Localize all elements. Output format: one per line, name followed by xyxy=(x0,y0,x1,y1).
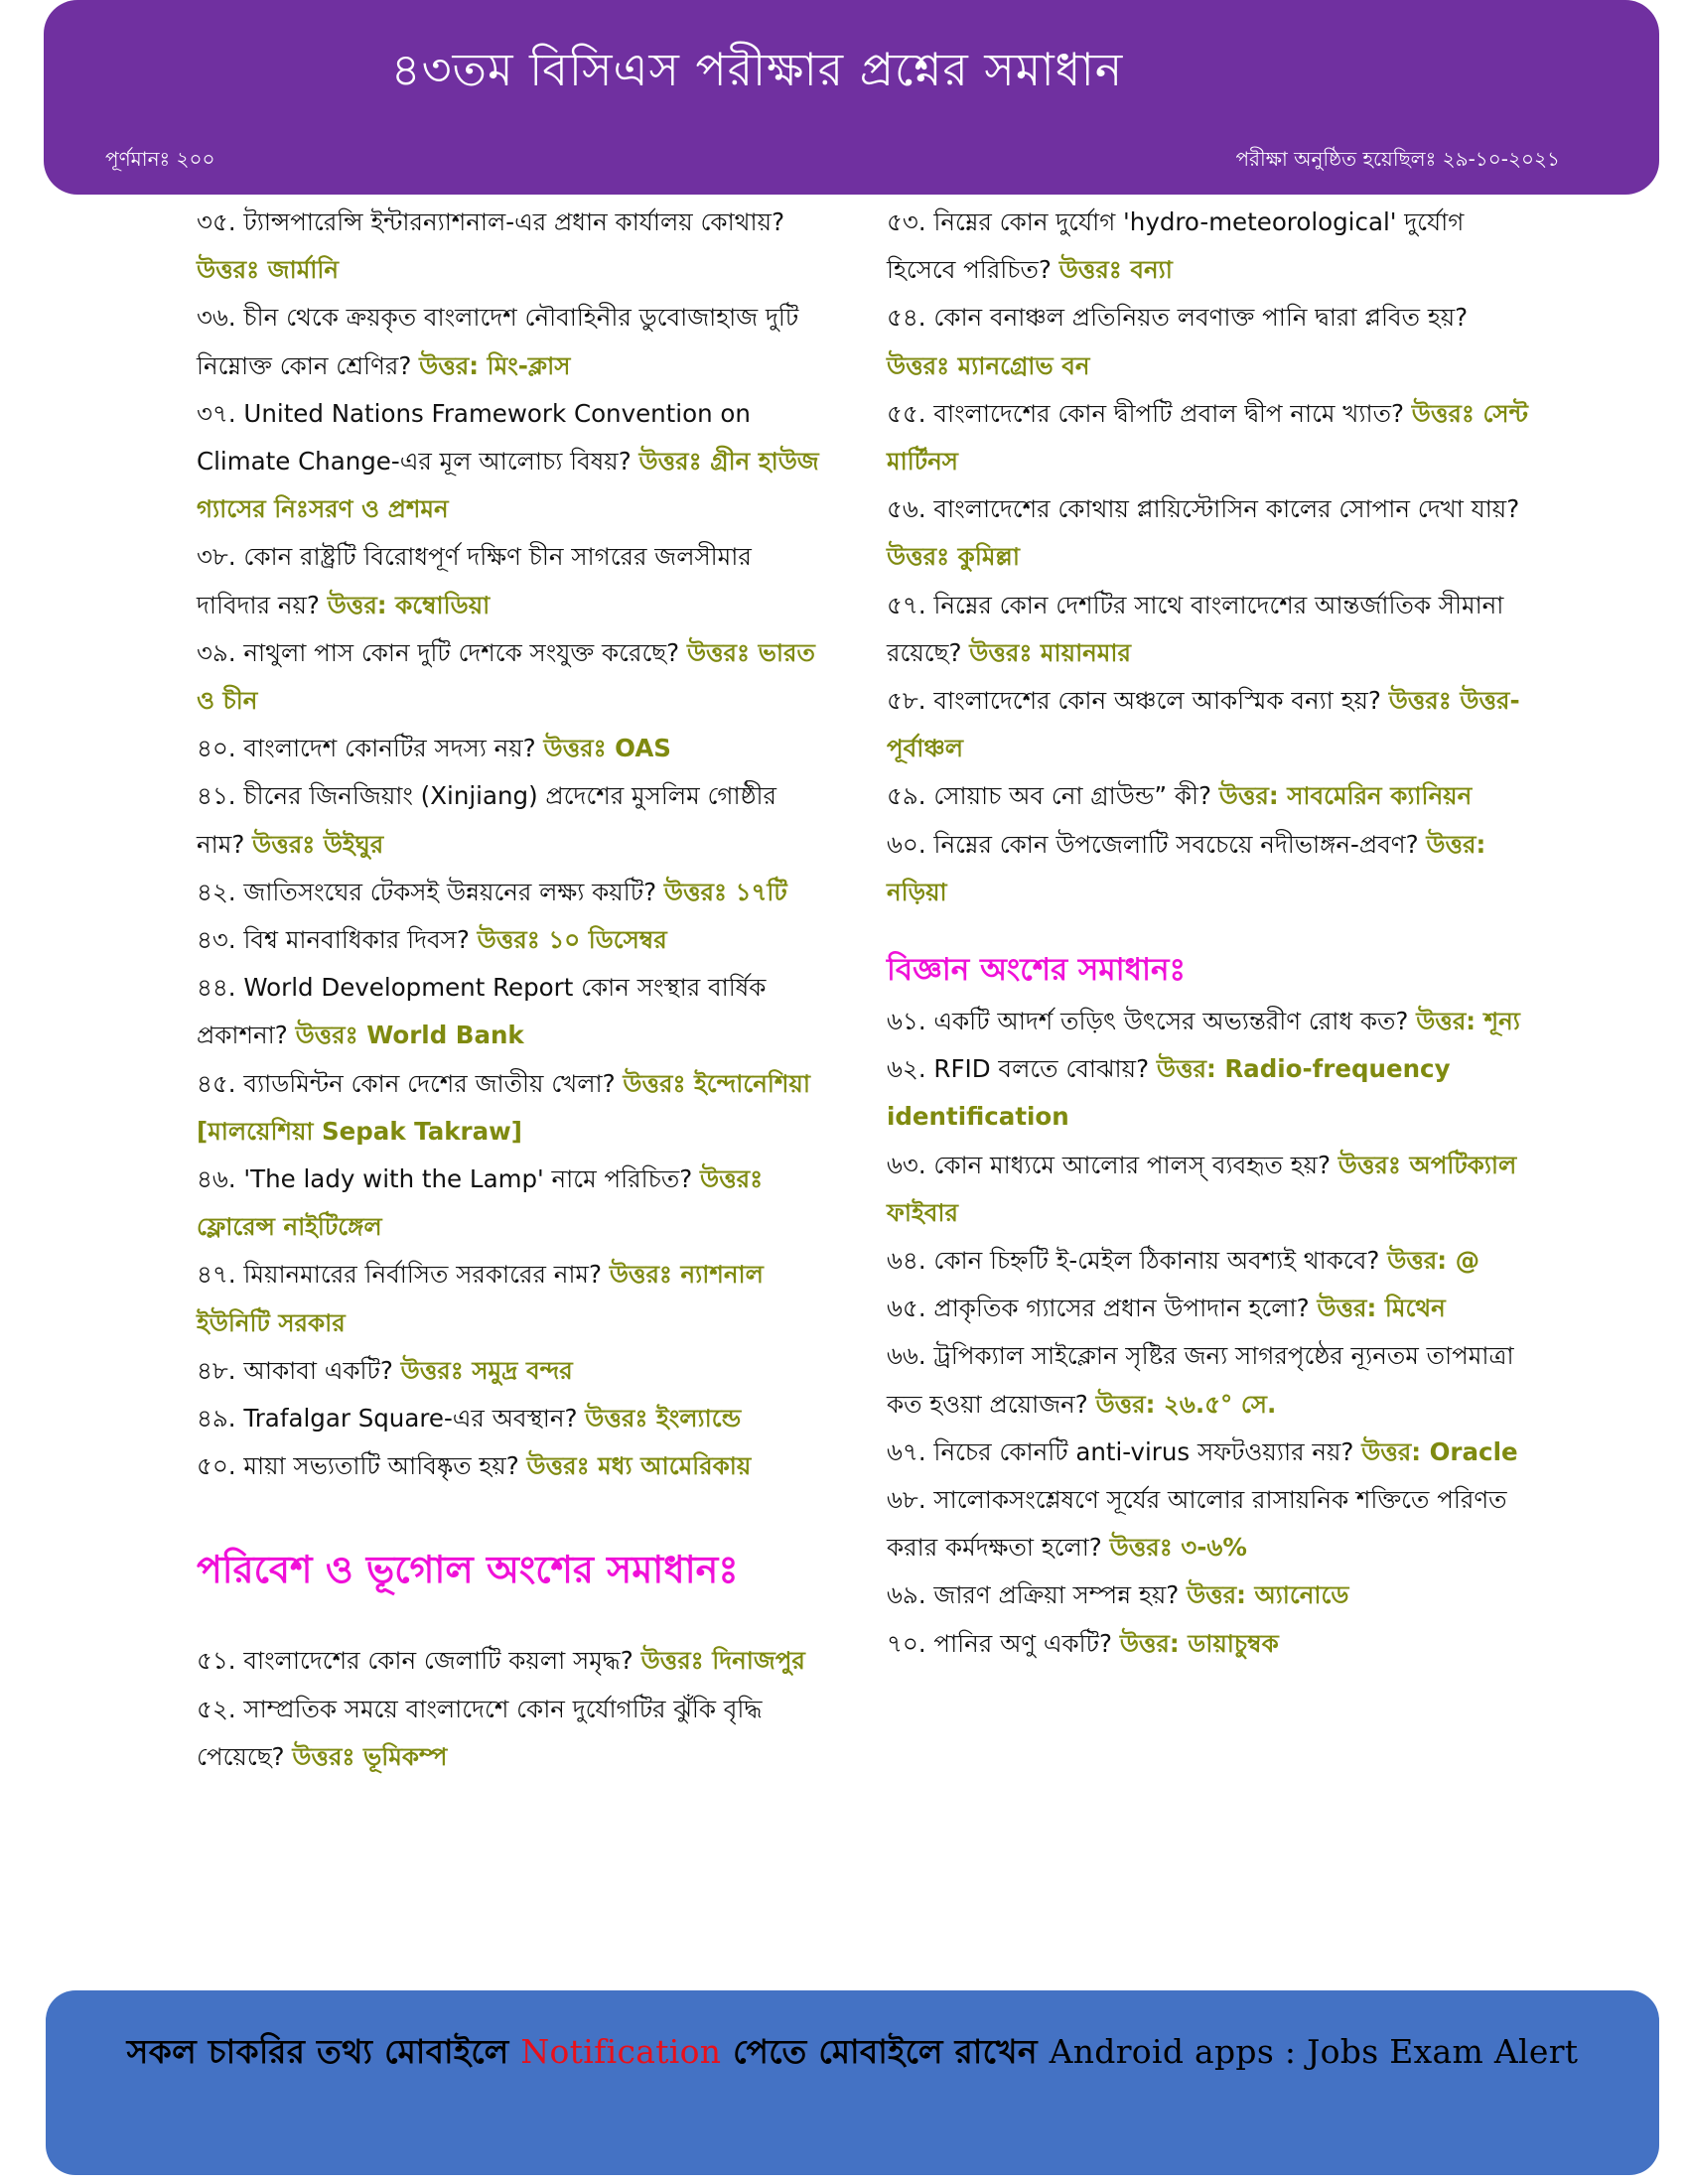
question-item xyxy=(887,1571,1532,1619)
question-item xyxy=(887,1142,1532,1237)
question-text: ৪০. বাংলাদেশ কোনটির সদস্য নয়? xyxy=(197,734,536,763)
question-text: ৬৭. নিচের কোনটি anti-virus সফটওয়্যার নয়? xyxy=(887,1436,1354,1466)
question-text: ৬১. একটি আদর্শ তড়িৎ উৎসের অভ্যন্তরীণ রোধ কত? xyxy=(887,1007,1409,1036)
question-item xyxy=(887,998,1532,1045)
answer-text: উত্তর: কম্বোডিয়া xyxy=(327,590,491,619)
promo-text-middle: পেতে মোবাইলে রাখেন xyxy=(721,2032,1050,2071)
answer-text: উত্তরঃ ফ্লোরেন্স নাইটিঙ্গেল xyxy=(197,1164,764,1242)
promo-app-name: Android apps : Jobs Exam Alert xyxy=(1049,2032,1579,2071)
answer-text: উত্তর: মিথেন xyxy=(1317,1294,1446,1323)
answer-text: উত্তরঃ উত্তর-পূর্বাঞ্চল xyxy=(887,686,1520,763)
question-item xyxy=(197,1251,832,1346)
answer-text: উত্তরঃ ভূমিকম্প xyxy=(292,1741,448,1771)
question-item xyxy=(887,1237,1532,1285)
answer-text: উত্তরঃ ইন্দোনেশিয়া [মালয়েশিয়া Sepak Takraw] xyxy=(197,1068,810,1146)
page-title: ৪৩তম বিসিএস পরীক্ষার প্রশ্নের সমাধান xyxy=(390,43,1124,96)
question-item xyxy=(887,1045,1532,1141)
answer-text: উত্তরঃ কুমিল্লা xyxy=(887,542,1020,572)
question-text: ৫৬. বাংলাদেশের কোথায় প্লায়িস্টোসিন কালের সোপান দেখা যায়? xyxy=(887,494,1520,524)
question-text: ৫৭. নিম্নের কোন দেশটির সাথে বাংলাদেশের আন্তর্জাতিক সীমানা রয়েছে? xyxy=(887,590,1504,667)
question-item xyxy=(197,1637,832,1685)
question-text: ৫০. মায়া সভ্যতাটি আবিষ্কৃত হয়? xyxy=(197,1451,519,1481)
question-text: ৬৩. কোন মাধ্যমে আলোর পালস্ ব্যবহৃত হয়? xyxy=(887,1150,1331,1179)
section-heading-environment-geography: পরিবেশ ও ভূগোল অংশের সমাধানঃ xyxy=(197,1548,739,1592)
question-item xyxy=(197,725,832,772)
question-item xyxy=(887,485,1532,581)
question-item xyxy=(197,1156,832,1251)
answer-text: উত্তরঃ গ্রীন হাউজ গ্যাসের নিঃসরণ ও প্রশমন xyxy=(197,447,819,524)
question-item xyxy=(887,199,1532,294)
answer-text: উত্তরঃ ম্যানগ্রোভ বন xyxy=(887,350,1090,380)
exam-date: পরীক্ষা অনুষ্ঠিত হয়েছিলঃ ২৯-১০-২০২১ xyxy=(1235,147,1560,171)
question-item xyxy=(197,294,832,389)
question-text: ৩৭. United Nations Framework Convention on Climate Change-এর মূল আলোচ্য বিষয়? xyxy=(197,398,751,477)
question-item xyxy=(887,677,1532,772)
question-text: ৫২. সাম্প্রতিক সময়ে বাংলাদেশে কোন দুর্যোগটির ঝুঁকি বৃদ্ধি পেয়েছে? xyxy=(197,1694,763,1771)
section-heading-science: বিজ্ঞান অংশের সমাধানঃ xyxy=(887,952,1186,989)
answer-text: উত্তরঃ উইঘুর xyxy=(252,829,384,859)
question-item xyxy=(197,629,832,725)
question-item xyxy=(887,294,1532,389)
question-item xyxy=(197,1395,832,1442)
question-item xyxy=(197,1442,832,1490)
answer-text: উত্তর: অ্যানোডে xyxy=(1187,1580,1349,1610)
question-text: ৬৮. সালোকসংশ্লেষণে সূর্যের আলোর রাসায়নিক শক্তিতে পরিণত করার কর্মদক্ষতা হলো? xyxy=(887,1485,1507,1563)
question-text: ৪৫. ব্যাডমিন্টন কোন দেশের জাতীয় খেলা? xyxy=(197,1068,616,1098)
answer-text: উত্তরঃ ভারত ও চীন xyxy=(197,637,815,716)
question-text: ৩৬. চীন থেকে ক্রয়কৃত বাংলাদেশ নৌবাহিনীর ডুবোজাহাজ দুটি নিম্নোক্ত কোন শ্রেণির? xyxy=(197,303,799,380)
answer-text: উত্তর: Oracle xyxy=(1361,1436,1518,1466)
question-text: ৬৯. জারণ প্রক্রিয়া সম্পন্ন হয়? xyxy=(887,1580,1180,1610)
page-header xyxy=(44,0,1659,195)
answer-text: উত্তর: ডায়াচুম্বক xyxy=(1119,1628,1279,1658)
question-text: ৫১. বাংলাদেশের কোন জেলাটি কয়লা সমৃদ্ধ? xyxy=(197,1646,633,1676)
question-text: ৩৮. কোন রাষ্ট্রটি বিরোধপূর্ণ দক্ষিণ চীন সাগরের জলসীমার দাবিদার নয়? xyxy=(197,542,752,619)
question-item xyxy=(197,533,832,628)
question-text: ৫৯. সোয়াচ অব নো গ্রাউন্ড” কী? xyxy=(887,781,1211,811)
answer-text: উত্তরঃ OAS xyxy=(543,734,671,763)
answer-text: উত্তরঃ ১০ ডিসেম্বর xyxy=(477,925,667,955)
answer-text: উত্তরঃ সমুদ্র বন্দর xyxy=(400,1355,573,1385)
question-text: ৪৪. World Development Report কোন সংস্থার বার্ষিক প্রকাশনা? xyxy=(197,973,767,1050)
question-item xyxy=(197,1060,832,1156)
question-item xyxy=(197,772,832,868)
answer-text: উত্তরঃ মায়ানমার xyxy=(969,637,1131,667)
question-item xyxy=(887,1332,1532,1428)
right-column xyxy=(887,199,1532,1668)
answer-text: উত্তর: ২৬.৫° সে. xyxy=(1095,1389,1277,1419)
qa-list xyxy=(197,1637,832,1781)
left-column xyxy=(197,199,832,1781)
answer-text: উত্তর: @ xyxy=(1387,1246,1480,1276)
question-text: ৪২. জাতিসংঘের টেকসই উন্নয়নের লক্ষ্য কয়টি? xyxy=(197,877,657,906)
question-item xyxy=(887,390,1532,485)
answer-text: উত্তরঃ ইংল্যান্ডে xyxy=(585,1404,742,1433)
answer-text: উত্তরঃ বন্যা xyxy=(1058,255,1173,285)
promo-banner xyxy=(46,1990,1659,2175)
answer-text: উত্তর: শূন্য xyxy=(1416,1007,1520,1036)
answer-text: উত্তরঃ দিনাজপুর xyxy=(640,1646,805,1676)
answer-text: উত্তরঃ ৩-৬% xyxy=(1109,1533,1247,1563)
question-item xyxy=(197,964,832,1059)
question-text: ৬৫. প্রাকৃতিক গ্যাসের প্রধান উপাদান হলো? xyxy=(887,1294,1310,1323)
answer-text: উত্তর: নড়িয়া xyxy=(887,829,1486,906)
question-text: ৬২. RFID বলতে বোঝায়? xyxy=(887,1054,1150,1084)
question-text: ৫৩. নিম্নের কোন দুর্যোগ 'hydro-meteorological' দুর্যোগ হিসেবে পরিচিত? xyxy=(887,207,1465,285)
question-text: ৭০. পানির অণু একটি? xyxy=(887,1628,1113,1658)
question-text: ৬৬. ট্রপিক্যাল সাইক্লোন সৃষ্টির জন্য সাগরপৃষ্ঠের ন্যূনতম তাপমাত্রা কত হওয়া প্রয়োজন? xyxy=(887,1341,1514,1419)
answer-text: উত্তর: মিং-ক্লাস xyxy=(419,350,571,380)
question-item xyxy=(887,1285,1532,1332)
question-text: ৪৭. মিয়ানমারের নির্বাসিত সরকারের নাম? xyxy=(197,1260,603,1290)
promo-text-start: সকল চাকরির তথ্য মোবাইলে xyxy=(126,2032,521,2071)
full-marks: পূর্ণমানঃ ২০০ xyxy=(105,147,215,171)
answer-text: উত্তরঃ World Bank xyxy=(295,1021,524,1050)
question-text: ৬০. নিম্নের কোন উপজেলাটি সবচেয়ে নদীভাঙ্গন-প্রবণ? xyxy=(887,829,1419,859)
answer-text: উত্তর: Radio-frequency identification xyxy=(887,1054,1451,1132)
answer-text: উত্তরঃ মধ্য আমেরিকায় xyxy=(526,1451,752,1481)
question-item xyxy=(887,772,1532,820)
answer-text: উত্তরঃ সেন্ট মার্টিনস xyxy=(887,398,1528,477)
question-item xyxy=(197,869,832,916)
question-item xyxy=(197,916,832,964)
promo-highlight: Notification xyxy=(520,2032,722,2071)
question-item xyxy=(197,390,832,534)
question-item xyxy=(197,1686,832,1781)
question-text: ৫৮. বাংলাদেশের কোন অঞ্চলে আকস্মিক বন্যা হয়? xyxy=(887,686,1381,716)
answer-text: উত্তরঃ ১৭টি xyxy=(663,877,787,906)
qa-list xyxy=(887,998,1532,1668)
question-text: ৪৬. 'The lady with the Lamp' নামে পরিচিত? xyxy=(197,1164,693,1194)
answer-text: উত্তরঃ ন্যাশনাল ইউনিটি সরকার xyxy=(197,1260,764,1337)
question-text: ৪৮. আকাবা একটি? xyxy=(197,1355,393,1385)
question-text: ৫৪. কোন বনাঞ্চল প্রতিনিয়ত লবণাক্ত পানি দ্বারা প্লবিত হয়? xyxy=(887,303,1469,333)
answer-text: উত্তর: সাবমেরিন ক্যানিয়ন xyxy=(1218,781,1473,811)
question-text: ৩৯. নাথুলা পাস কোন দুটি দেশকে সংযুক্ত করেছে? xyxy=(197,637,680,667)
question-text: ৩৫. ট্যান্সপারেন্সি ইন্টারন্যাশনাল-এর প্রধান কার্যালয় কোথায়? xyxy=(197,207,785,236)
answer-text: উত্তরঃ অপটিক্যাল ফাইবার xyxy=(887,1150,1517,1227)
question-text: ৪৯. Trafalgar Square-এর অবস্থান? xyxy=(197,1404,578,1433)
promo-text xyxy=(46,2026,1659,2082)
question-text: ৪৩. বিশ্ব মানবাধিকার দিবস? xyxy=(197,925,470,955)
question-item xyxy=(887,1476,1532,1571)
question-item xyxy=(197,199,832,294)
question-text: ৫৫. বাংলাদেশের কোন দ্বীপটি প্রবাল দ্বীপ নামে খ্যাত? xyxy=(887,398,1404,428)
qa-list xyxy=(887,199,1532,916)
qa-list xyxy=(197,199,832,1490)
answer-text: উত্তরঃ জার্মানি xyxy=(197,255,340,285)
question-item xyxy=(887,1429,1532,1476)
question-text: ৬৪. কোন চিহ্নটি ই-মেইল ঠিকানায় অবশ্যই থাকবে? xyxy=(887,1246,1380,1276)
question-item xyxy=(887,821,1532,916)
question-item xyxy=(197,1347,832,1395)
question-item xyxy=(887,582,1532,677)
question-text: ৪১. চীনের জিনজিয়াং (Xinjiang) প্রদেশের মুসলিম গোষ্ঠীর নাম? xyxy=(197,781,777,859)
question-item xyxy=(887,1620,1532,1668)
